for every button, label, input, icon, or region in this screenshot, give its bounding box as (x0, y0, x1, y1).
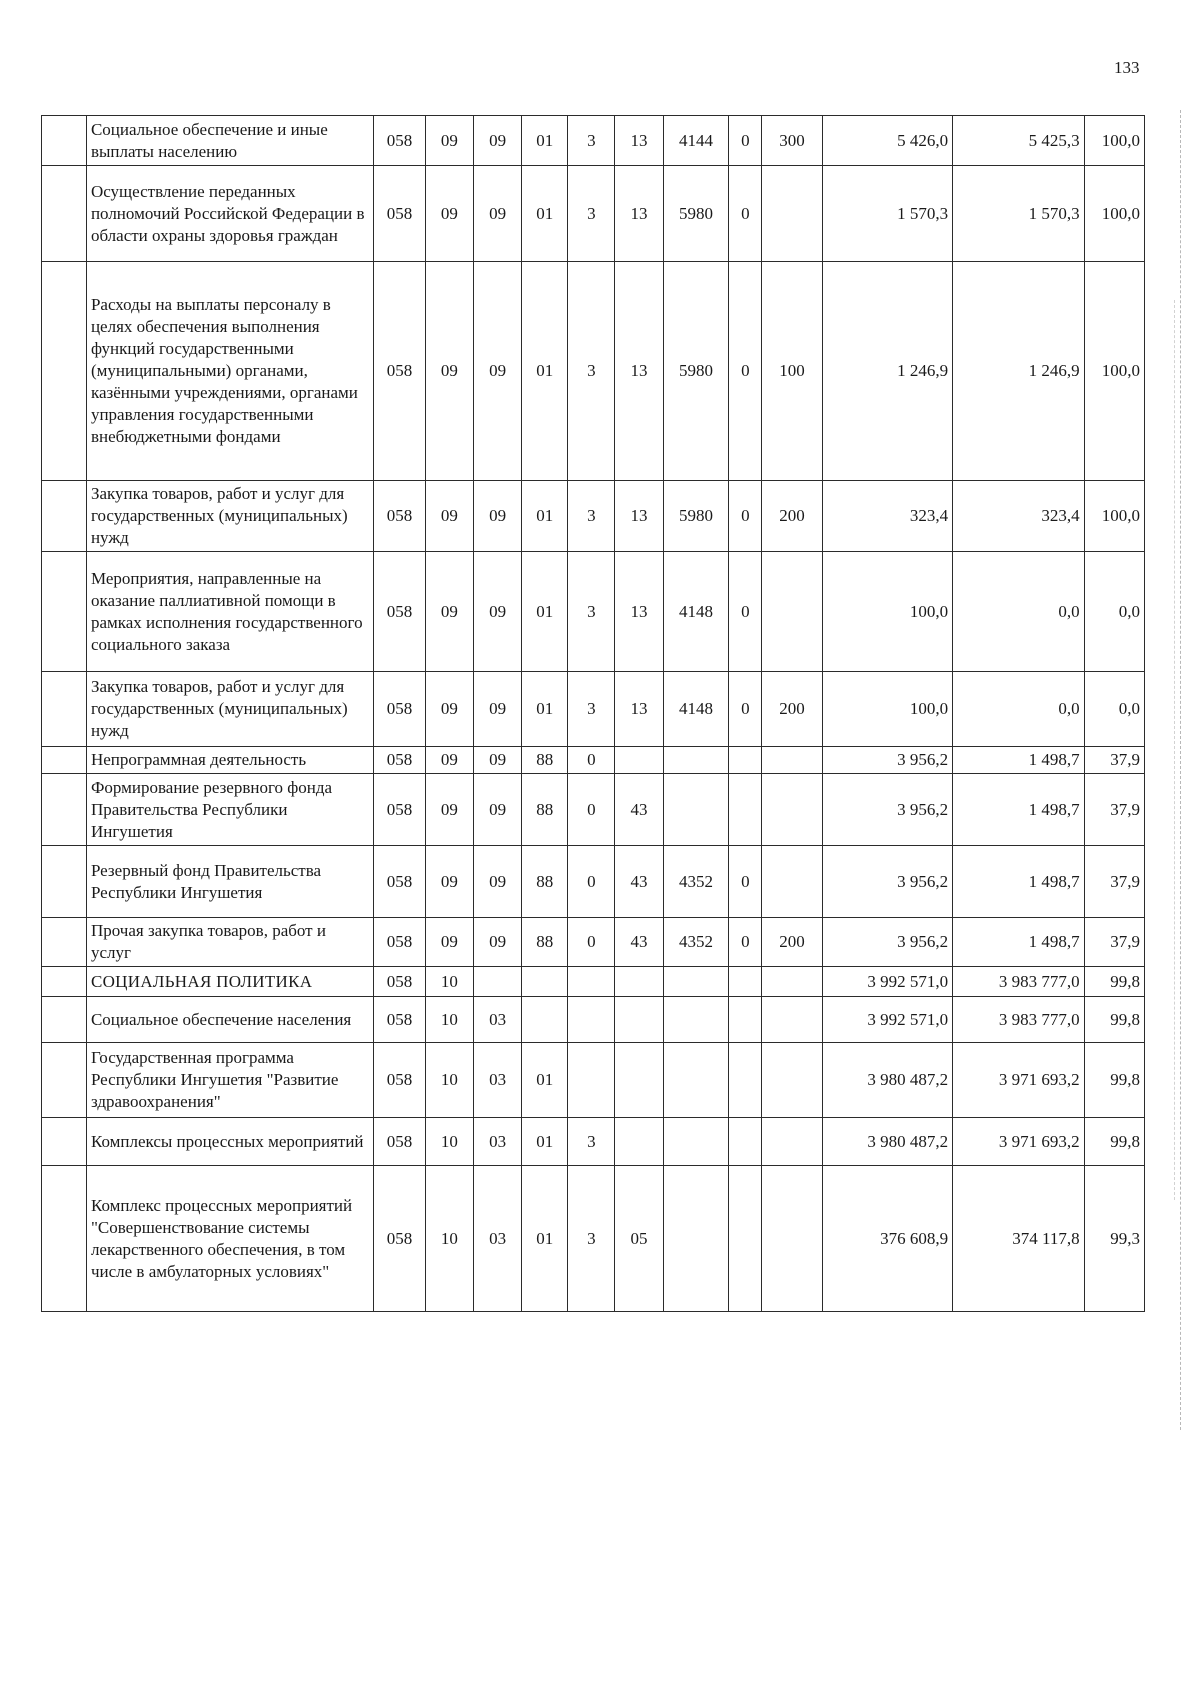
code-cell: 0 (568, 918, 615, 967)
table-row (42, 262, 1145, 481)
code-cell: 4352 (663, 846, 729, 918)
scan-edge-line (1180, 110, 1181, 1430)
actual-value: 0,0 (953, 552, 1085, 672)
row-name: Социальное обеспечение населения (86, 997, 373, 1043)
code-cell: 03 (473, 1166, 521, 1312)
percent-value: 100,0 (1084, 166, 1144, 262)
code-cell (663, 1043, 729, 1118)
percent-value: 99,8 (1084, 997, 1144, 1043)
row-marker-cell (42, 481, 87, 552)
table-row (42, 918, 1145, 967)
code-cell: 88 (522, 747, 568, 774)
code-cell: 10 (425, 997, 473, 1043)
code-cell (729, 997, 762, 1043)
row-name: Закупка товаров, работ и услуг для государственных (муниципальных) нужд (86, 481, 373, 552)
table-row (42, 846, 1145, 918)
code-cell (729, 1166, 762, 1312)
code-cell: 058 (374, 1166, 426, 1312)
plan-value: 1 570,3 (822, 166, 952, 262)
actual-value: 1 570,3 (953, 166, 1085, 262)
code-cell: 43 (615, 774, 663, 846)
code-cell: 058 (374, 1043, 426, 1118)
code-cell: 3 (568, 1166, 615, 1312)
code-cell: 0 (729, 552, 762, 672)
code-cell (663, 747, 729, 774)
code-cell: 058 (374, 262, 426, 481)
percent-value: 100,0 (1084, 116, 1144, 166)
code-cell: 100 (762, 262, 822, 481)
plan-value: 100,0 (822, 672, 952, 747)
row-marker-cell (42, 967, 87, 997)
code-cell: 01 (522, 166, 568, 262)
code-cell: 09 (473, 116, 521, 166)
plan-value: 5 426,0 (822, 116, 952, 166)
code-cell (615, 747, 663, 774)
code-cell: 300 (762, 116, 822, 166)
code-cell: 09 (425, 552, 473, 672)
plan-value: 3 956,2 (822, 846, 952, 918)
row-marker-cell (42, 166, 87, 262)
row-name: Непрограммная деятельность (86, 747, 373, 774)
code-cell: 10 (425, 967, 473, 997)
row-name: Комплекс процессных мероприятий "Совершенствование системы лекарственного обеспечения, в том числе в амбулаторных условиях" (86, 1166, 373, 1312)
code-cell (729, 1118, 762, 1166)
row-name: Мероприятия, направленные на оказание паллиативной помощи в рамках исполнения государственного социального заказа (86, 552, 373, 672)
percent-value: 100,0 (1084, 481, 1144, 552)
code-cell (762, 846, 822, 918)
row-marker-cell (42, 116, 87, 166)
code-cell: 01 (522, 672, 568, 747)
code-cell: 058 (374, 481, 426, 552)
actual-value: 1 498,7 (953, 747, 1085, 774)
code-cell: 058 (374, 997, 426, 1043)
code-cell: 09 (425, 846, 473, 918)
code-cell: 88 (522, 918, 568, 967)
table-row (42, 997, 1145, 1043)
code-cell: 3 (568, 672, 615, 747)
table-row (42, 166, 1145, 262)
code-cell: 3 (568, 552, 615, 672)
code-cell: 09 (425, 918, 473, 967)
percent-value: 99,3 (1084, 1166, 1144, 1312)
plan-value: 3 956,2 (822, 774, 952, 846)
code-cell: 01 (522, 481, 568, 552)
code-cell: 09 (473, 774, 521, 846)
code-cell: 058 (374, 918, 426, 967)
code-cell: 10 (425, 1166, 473, 1312)
code-cell: 058 (374, 672, 426, 747)
table-row (42, 774, 1145, 846)
code-cell (762, 774, 822, 846)
code-cell (663, 774, 729, 846)
code-cell (729, 1043, 762, 1118)
code-cell: 01 (522, 1118, 568, 1166)
row-name: Комплексы процессных мероприятий (86, 1118, 373, 1166)
code-cell: 09 (473, 672, 521, 747)
actual-value: 3 971 693,2 (953, 1118, 1085, 1166)
table-row (42, 1118, 1145, 1166)
actual-value: 323,4 (953, 481, 1085, 552)
code-cell (762, 1043, 822, 1118)
code-cell (663, 1166, 729, 1312)
table-row (42, 1166, 1145, 1312)
code-cell (762, 166, 822, 262)
actual-value: 1 498,7 (953, 846, 1085, 918)
page-number: 133 (1114, 58, 1140, 77)
actual-value: 1 498,7 (953, 774, 1085, 846)
row-marker-cell (42, 1118, 87, 1166)
code-cell: 0 (729, 262, 762, 481)
code-cell: 13 (615, 552, 663, 672)
plan-value: 100,0 (822, 552, 952, 672)
plan-value: 3 992 571,0 (822, 967, 952, 997)
code-cell: 01 (522, 1043, 568, 1118)
code-cell: 0 (729, 918, 762, 967)
code-cell: 058 (374, 846, 426, 918)
code-cell: 3 (568, 116, 615, 166)
code-cell: 09 (425, 672, 473, 747)
table-row (42, 116, 1145, 166)
code-cell: 01 (522, 552, 568, 672)
code-cell: 058 (374, 166, 426, 262)
code-cell: 058 (374, 552, 426, 672)
table-row (42, 552, 1145, 672)
code-cell (615, 967, 663, 997)
code-cell: 0 (568, 846, 615, 918)
row-name: Осуществление переданных полномочий Российской Федерации в области охраны здоровья граждан (86, 166, 373, 262)
actual-value: 374 117,8 (953, 1166, 1085, 1312)
table-row (42, 481, 1145, 552)
code-cell (729, 747, 762, 774)
code-cell: 43 (615, 846, 663, 918)
code-cell (762, 967, 822, 997)
code-cell: 09 (425, 747, 473, 774)
code-cell: 058 (374, 967, 426, 997)
actual-value: 5 425,3 (953, 116, 1085, 166)
row-name: СОЦИАЛЬНАЯ ПОЛИТИКА (86, 967, 373, 997)
code-cell: 03 (473, 1043, 521, 1118)
row-name: Расходы на выплаты персоналу в целях обеспечения выполнения функций государственными (муниципальными) органами, казёнными учреждениями, органами управления государственными внебюджетными фондами (86, 262, 373, 481)
code-cell: 0 (568, 747, 615, 774)
scan-edge-line (1174, 300, 1175, 1200)
plan-value: 323,4 (822, 481, 952, 552)
row-marker-cell (42, 672, 87, 747)
row-marker-cell (42, 262, 87, 481)
code-cell: 10 (425, 1043, 473, 1118)
code-cell: 88 (522, 774, 568, 846)
actual-value: 3 971 693,2 (953, 1043, 1085, 1118)
code-cell: 0 (568, 774, 615, 846)
code-cell (762, 747, 822, 774)
actual-value: 3 983 777,0 (953, 997, 1085, 1043)
percent-value: 37,9 (1084, 747, 1144, 774)
plan-value: 1 246,9 (822, 262, 952, 481)
code-cell: 4148 (663, 552, 729, 672)
table-body (42, 116, 1145, 1312)
percent-value: 99,8 (1084, 1118, 1144, 1166)
code-cell: 88 (522, 846, 568, 918)
code-cell (615, 1043, 663, 1118)
code-cell: 09 (473, 747, 521, 774)
code-cell (729, 967, 762, 997)
code-cell: 5980 (663, 166, 729, 262)
actual-value: 1 498,7 (953, 918, 1085, 967)
row-name: Прочая закупка товаров, работ и услуг (86, 918, 373, 967)
code-cell: 09 (473, 262, 521, 481)
code-cell: 0 (729, 672, 762, 747)
row-name: Закупка товаров, работ и услуг для государственных (муниципальных) нужд (86, 672, 373, 747)
code-cell: 09 (425, 774, 473, 846)
code-cell: 13 (615, 116, 663, 166)
row-marker-cell (42, 774, 87, 846)
actual-value: 1 246,9 (953, 262, 1085, 481)
code-cell: 05 (615, 1166, 663, 1312)
row-marker-cell (42, 1043, 87, 1118)
code-cell (663, 967, 729, 997)
percent-value: 100,0 (1084, 262, 1144, 481)
code-cell (762, 552, 822, 672)
code-cell (762, 1166, 822, 1312)
code-cell: 01 (522, 1166, 568, 1312)
code-cell (762, 997, 822, 1043)
code-cell (568, 1043, 615, 1118)
code-cell: 5980 (663, 262, 729, 481)
code-cell: 0 (729, 116, 762, 166)
code-cell (522, 997, 568, 1043)
code-cell: 09 (425, 166, 473, 262)
row-marker-cell (42, 747, 87, 774)
code-cell: 058 (374, 747, 426, 774)
code-cell (568, 967, 615, 997)
code-cell: 200 (762, 672, 822, 747)
code-cell: 0 (729, 846, 762, 918)
code-cell: 03 (473, 1118, 521, 1166)
code-cell: 09 (473, 481, 521, 552)
table-row (42, 747, 1145, 774)
code-cell: 0 (729, 481, 762, 552)
code-cell: 200 (762, 481, 822, 552)
code-cell: 0 (729, 166, 762, 262)
code-cell: 03 (473, 997, 521, 1043)
plan-value: 3 992 571,0 (822, 997, 952, 1043)
code-cell: 09 (473, 552, 521, 672)
code-cell: 09 (425, 116, 473, 166)
code-cell: 09 (425, 262, 473, 481)
percent-value: 37,9 (1084, 918, 1144, 967)
plan-value: 3 980 487,2 (822, 1118, 952, 1166)
code-cell: 058 (374, 116, 426, 166)
budget-table (41, 115, 1145, 1312)
row-name: Социальное обеспечение и иные выплаты населению (86, 116, 373, 166)
row-marker-cell (42, 552, 87, 672)
code-cell: 09 (473, 166, 521, 262)
row-marker-cell (42, 846, 87, 918)
code-cell: 09 (473, 918, 521, 967)
code-cell: 09 (425, 481, 473, 552)
code-cell: 058 (374, 774, 426, 846)
code-cell: 058 (374, 1118, 426, 1166)
actual-value: 0,0 (953, 672, 1085, 747)
row-marker-cell (42, 1166, 87, 1312)
code-cell: 5980 (663, 481, 729, 552)
row-marker-cell (42, 997, 87, 1043)
code-cell (762, 1118, 822, 1166)
percent-value: 37,9 (1084, 846, 1144, 918)
code-cell: 3 (568, 1118, 615, 1166)
plan-value: 3 980 487,2 (822, 1043, 952, 1118)
row-marker-cell (42, 918, 87, 967)
plan-value: 3 956,2 (822, 918, 952, 967)
code-cell (729, 774, 762, 846)
code-cell: 4148 (663, 672, 729, 747)
code-cell (522, 967, 568, 997)
table-row (42, 967, 1145, 997)
code-cell: 13 (615, 672, 663, 747)
actual-value: 3 983 777,0 (953, 967, 1085, 997)
table-row (42, 672, 1145, 747)
code-cell: 3 (568, 166, 615, 262)
percent-value: 0,0 (1084, 552, 1144, 672)
code-cell: 10 (425, 1118, 473, 1166)
code-cell: 13 (615, 262, 663, 481)
row-name: Резервный фонд Правительства Республики Ингушетия (86, 846, 373, 918)
code-cell: 3 (568, 262, 615, 481)
code-cell (568, 997, 615, 1043)
code-cell (473, 967, 521, 997)
percent-value: 37,9 (1084, 774, 1144, 846)
code-cell: 09 (473, 846, 521, 918)
code-cell: 4352 (663, 918, 729, 967)
table-row (42, 1043, 1145, 1118)
row-name: Формирование резервного фонда Правительства Республики Ингушетия (86, 774, 373, 846)
code-cell (663, 1118, 729, 1166)
code-cell: 13 (615, 481, 663, 552)
code-cell: 200 (762, 918, 822, 967)
percent-value: 99,8 (1084, 1043, 1144, 1118)
code-cell: 3 (568, 481, 615, 552)
code-cell (663, 997, 729, 1043)
percent-value: 99,8 (1084, 967, 1144, 997)
code-cell (615, 1118, 663, 1166)
plan-value: 3 956,2 (822, 747, 952, 774)
code-cell: 13 (615, 166, 663, 262)
code-cell: 4144 (663, 116, 729, 166)
code-cell (615, 997, 663, 1043)
row-name: Государственная программа Республики Ингушетия "Развитие здравоохранения" (86, 1043, 373, 1118)
percent-value: 0,0 (1084, 672, 1144, 747)
code-cell: 01 (522, 116, 568, 166)
code-cell: 01 (522, 262, 568, 481)
plan-value: 376 608,9 (822, 1166, 952, 1312)
code-cell: 43 (615, 918, 663, 967)
